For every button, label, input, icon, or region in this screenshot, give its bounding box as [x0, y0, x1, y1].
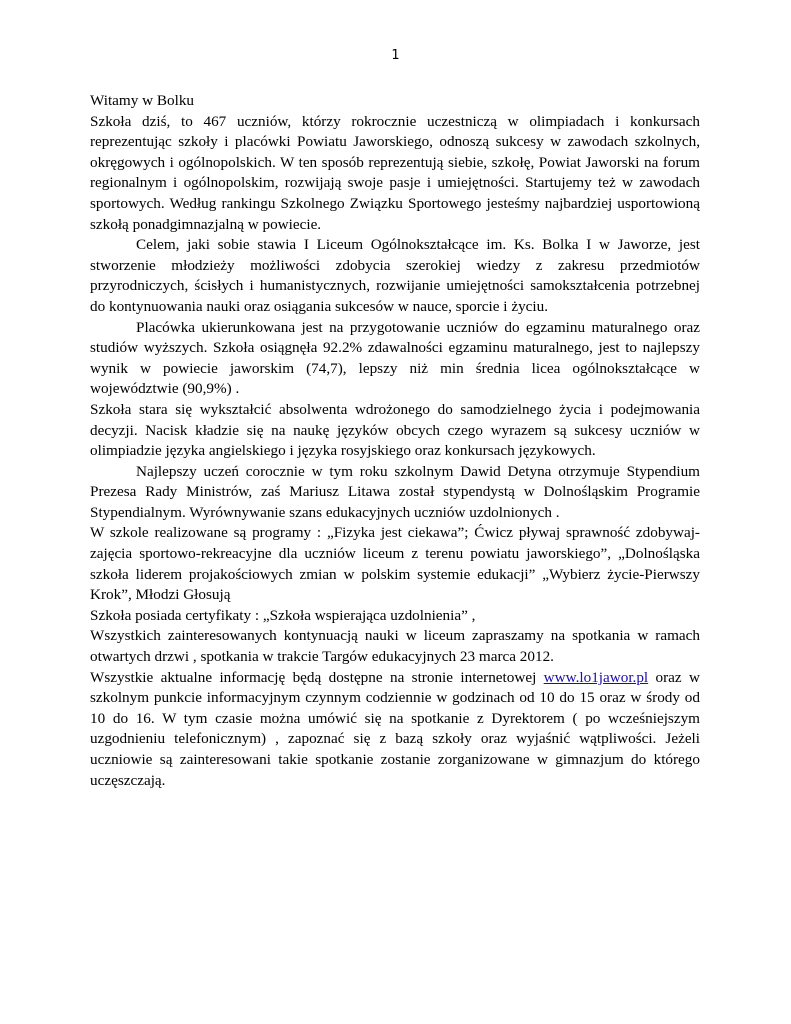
paragraph-5: Najlepszy uczeń corocznie w tym roku szkolnym Dawid Detyna otrzymuje Stypendium Prezesa Rady Ministrów, zaś Mariusz Litawa został stypendystą w Dolnośląskim Programie Stypendialnym. Wyrównywanie szans edukacyjnych uczniów uzdolnionych . [90, 462, 700, 521]
paragraph-1: Szkoła dziś, to 467 uczniów, którzy rokrocznie uczestniczą w olimpiadach i konkursach reprezentując szkoły i placówki Powiatu Jaworskiego, odnoszą sukcesy w zawodach szkolnych, okręgowych i ogólnopolskich. W ten sposób reprezentują siebie, szkołę, Powiat Jaworski na forum regionalnym i ogólnopolskim, rozwijają swoje pasje i umiejętności. Startujemy też w zawodach sportowych. Według rankingu Szkolnego Związku Sportowego jesteśmy najbardziej usportowioną szkołą ponadgimnazjalną w powiecie. [90, 112, 700, 233]
paragraph-4: Szkoła stara się wykształcić absolwenta wdrożonego do samodzielnego życia i podejmowania decyzji. Nacisk kładzie się na naukę języków obcych czego wyrazem są sukcesy uczniów w olimpiadzie języka angielskiego i języka rosyjskiego oraz konkursach językowych. [90, 400, 700, 460]
paragraph-8: Wszystkich zainteresowanych kontynuacją nauki w liceum zapraszamy na spotkania w ramach otwartych drzwi , spotkania w trakcie Targów edukacyjnych 23 marca 2012. [90, 627, 700, 666]
page-number: 1 [391, 48, 400, 63]
paragraph-7: Szkoła posiada certyfikaty : „Szkoła wspierająca uzdolnienia” , [90, 606, 476, 624]
paragraph-9-text-end: oraz w szkolnym punkcie informacyjnym czynnym codziennie w godzinach od 10 do 15 oraz w środy od 10 do 16. W tym czasie można umówić się na spotkanie z Dyrektorem ( po wcześniejszym uzgodnieniu telefonicznym) , zapoznać się z bazą szkoły oraz wyjaśnić wątpliwości. Jeżeli uczniowie są zainteresowani takie spotkanie zostanie zorganizowane w gimnazjum do którego uczęszczają. [90, 668, 700, 789]
document-heading: Witamy w Bolku [90, 92, 195, 109]
school-website-link[interactable]: www.lo1jawor.pl [543, 668, 649, 686]
paragraph-2: Celem, jaki sobie stawia I Liceum Ogólnokształcące im. Ks. Bolka I w Jaworze, jest stworzenie młodzieży możliwości zdobycia szerokiej wiedzy z zakresu przedmiotów przyrodniczych, ścisłych i humanistycznych, rozwijanie umiejętności samokształcenia potrzebnej do kontynuowania nauki oraz osiągania sukcesów w nauce, sporcie i życiu. [90, 236, 700, 315]
paragraph-9 [90, 668, 700, 792]
paragraph-3: Placówka ukierunkowana jest na przygotowanie uczniów do egzaminu maturalnego oraz studiów wyższych. Szkoła osiągnęła 92.2% zdawalności egzaminu maturalnego, jest to najlepszy wynik w powiecie jaworskim (74,7), lepszy niż min średnia licea ogólnokształcące w województwie (90,9%) . [90, 318, 700, 398]
paragraph-6: W szkole realizowane są programy : „Fizyka jest ciekawa”; Ćwicz pływaj sprawność zdobywaj- zajęcia sportowo-rekreacyjne dla uczniów liceum z terenu powiatu jaworskiego”, „Dolnośląska szkoła liderem projakościowych zmian w polskim systemie edukacji” „Wybierz życie-Pierwszy Krok”, Młodzi Głosują [90, 524, 700, 604]
document-body [90, 91, 700, 791]
paragraph-9-text-start: Wszystkie aktualne informację będą dostępne na stronie internetowej [90, 668, 544, 686]
